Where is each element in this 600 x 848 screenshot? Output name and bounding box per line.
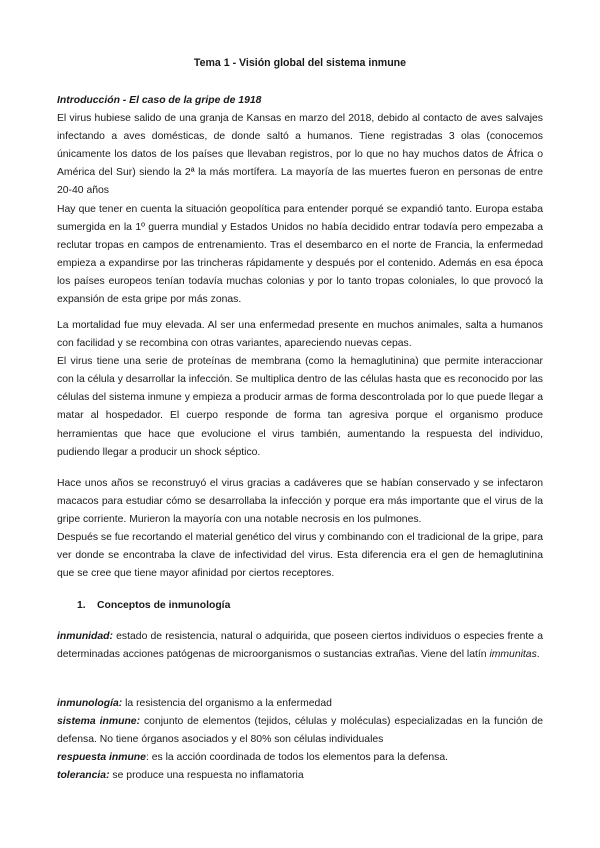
definition-tolerancia — [57, 767, 543, 785]
definition-inmunidad-end: . — [536, 649, 540, 661]
intro-section — [57, 92, 543, 309]
definition-respuesta-inmune — [57, 749, 543, 767]
latin-word: immunitas — [489, 649, 537, 661]
definition-inmunologia-text: la resistencia del organismo a la enfermedad — [122, 698, 332, 709]
reconstruction-paragraph: Hace unos años se reconstruyó el virus gracias a cadáveres que se habían conservado y se infectaron macacos para estudiar cómo se desarrollaba la infección y porque era más importante que el virus de la gripe corriente. Murieron la mayoría con una notable necrosis en los pulmones. — [57, 478, 543, 526]
genetic-paragraph: Después se fue recortando el material genético del virus y combinando con el tradicional de la gripe, para ver donde se encontraba la clave de infectividad del virus. Esta diferencia era el gen de hemaglutinina que se cree que tiene mayor afinidad por ciertos receptores. — [57, 532, 543, 580]
virus-paragraph: El virus tiene una serie de proteínas de membrana (como la hemaglutinina) que permite interaccionar con la célula y desarrollar la infección. Se multiplica dentro de las células hasta que es reconocido por las células del sistema inmune y empieza a producir armas de forma descontrolada por lo que puede llegar a matar al hospedador. El cuerpo responde de forma tan agresiva porque el organismo produce herramientas que hace que evolucione el virus también, aumentando la respuesta del individuo, pudiendo llegar a producir un shock séptico. — [57, 356, 543, 458]
term-respuesta-inmune: respuesta inmune — [57, 752, 146, 764]
intro-heading: Introducción - El caso de la gripe de 1918 — [57, 95, 262, 106]
definition-respuesta-inmune-text: : es la acción coordinada de todos los elementos para la defensa. — [145, 752, 449, 764]
definition-tolerancia-text: se produce una respuesta no inflamatoria — [109, 770, 304, 782]
term-tolerancia: tolerancia: — [57, 770, 110, 782]
section-1-heading — [77, 597, 543, 615]
term-inmunidad: inmunidad: — [57, 631, 113, 642]
term-sistema-inmune: sistema inmune: — [57, 716, 141, 728]
section-title: Conceptos de inmunología — [97, 600, 231, 611]
definitions-list — [57, 695, 543, 785]
definition-sistema-inmune-text: conjunto de elementos (tejidos, células y moléculas) especializadas en la función de defensa. No tiene órganos asociados y el 80% son células individuales — [57, 716, 544, 746]
mortality-section — [57, 317, 543, 462]
intro-paragraph-2: Hay que tener en cuenta la situación geopolítica para entender porqué se expandió tanto. Europa estaba sumergida en la 1º guerra mundial y Estados Unidos no había decidido entrar todavía pero empezaba a reclutar tropas en campos de entrenamiento. Tras el desembarco en el norte de Francia, la enfermedad empieza a expandirse por las trincheras rápidamente y después por el contenido. Además en esa época los países europeos tenían todavía muchas colonias y por lo tanto tropas coloniales, lo que provocó la expansión de esta gripe por más zonas. — [57, 203, 543, 306]
definition-sistema-inmune — [57, 713, 543, 749]
mortality-paragraph: La mortalidad fue muy elevada. Al ser una enfermedad presente en muchos animales, salta a humanos con facilidad y se recombina con otras variantes, apareciendo nuevas cepas. — [57, 320, 543, 350]
reconstruction-section — [57, 475, 543, 584]
section-number: 1. — [77, 600, 86, 611]
intro-paragraph-1: El virus hubiese salido de una granja de Kansas en marzo del 2018, debido al contacto de aves salvajes infectando a aves domésticas, de donde saltó a humanos. Tiene registradas 3 olas (conocemos únicamente los datos de los países que llevaban registros, por lo que no hay muchos datos de África o América del Sur) siendo la 2ª la más mortífera. La mayoría de las muertes fueron en personas de entre 20-40 años — [57, 113, 543, 197]
page-title: Tema 1 - Visión global del sistema inmune — [193, 57, 407, 69]
term-inmunologia: inmunología: — [57, 698, 123, 709]
definition-inmunologia — [57, 695, 543, 713]
definition-inmunidad-text: estado de resistencia, natural o adquirida, que poseen ciertos individuos o especies frente a determinadas acciones patógenas de microorganismos o sustancias extrañas. Viene del latín — [57, 631, 543, 661]
definition-inmunidad — [57, 628, 543, 664]
